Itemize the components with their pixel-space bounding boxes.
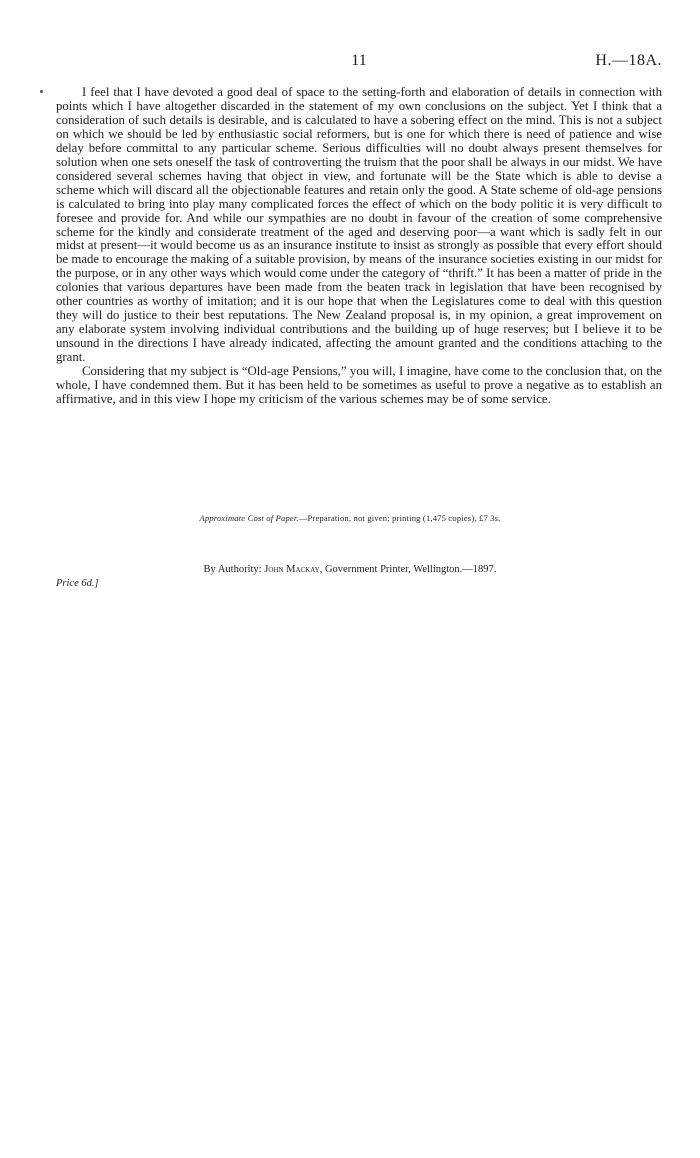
cost-detail: —Preparation, not given; printing (1,475 copies), £7 3s. — [298, 513, 501, 523]
imprint-prefix: By Authority: — [203, 564, 262, 575]
cost-label: Approximate Cost of Paper. — [199, 513, 299, 523]
paragraph-2: Considering that my subject is “Old-age Pensions,” you will, I imagine, have come to the conclusion that, on the whole, I have condemned them. But it has been held to be sometimes as useful to prove a negative as to establish an affirmative, and in this view I hope my criticism of the various schemes may be of some service. — [56, 364, 662, 406]
body-text — [56, 86, 662, 407]
cost-note — [0, 513, 700, 523]
paragraph-1: I feel that I have devoted a good deal of space to the setting-forth and elaboration of details in connection with points which I have altogether discarded in the statement of my own conclusions on the subject. Yet I think that a consideration of such details is desirable, and is calculated to have a sobering effect on the mind. This is not a subject on which we should be led by enthusiastic social reformers, but is one for which there is need of patience and wise delay before committal to any particular scheme. Serious difficulties will no doubt always present themselves for solution when one sets oneself the task of controverting the truism that the poor shall be always in our midst. We have considered several schemes having that object in view, and fortunate will be the State which is able to devise a scheme which will discard all the objectionable features and retain only the good. A State scheme of old-age pensions is calculated to bring into play many complicated forces the effect of which on the body politic it is very difficult to foresee and provide for. And while our sympathies are no doubt in favour of the creation of some comprehensive scheme for the kindly and considerate treatment of the aged and deserving poor—a want which is sadly felt in our midst at present—it would become us as an insurance institute to insist as strongly as possible that every effort should be made to encourage the making of a suitable provision, by means of the insurance societies existing in our midst for the purpose, or in any other ways which would come under the category of “thrift.” It has been a matter of pride in the colonies that various departures have been made from the beaten track in legislation that have been recognised by other countries as worthy of imitation; and it is our hope that when the Legislatures come to deal with this question they will do justice to their best reputations. The New Zealand proposal is, in my opinion, a great improvement on any elaborate system involving individual contributions and the building up of huge reserves; but I believe it to be unsound in the directions I have already indicated, affecting the amount granted and the conditions attaching to the grant. — [56, 85, 662, 365]
page-number: 11 — [351, 52, 367, 69]
imprint-printer: John Mackay — [264, 564, 320, 575]
imprint-suffix: , Government Printer, Wellington.—1897. — [319, 564, 497, 575]
price: Price 6d.] — [56, 578, 99, 589]
margin-mark — [40, 90, 43, 93]
paper-code: H.—18A. — [595, 52, 662, 69]
page-header — [56, 52, 662, 72]
printer-imprint — [0, 564, 700, 575]
